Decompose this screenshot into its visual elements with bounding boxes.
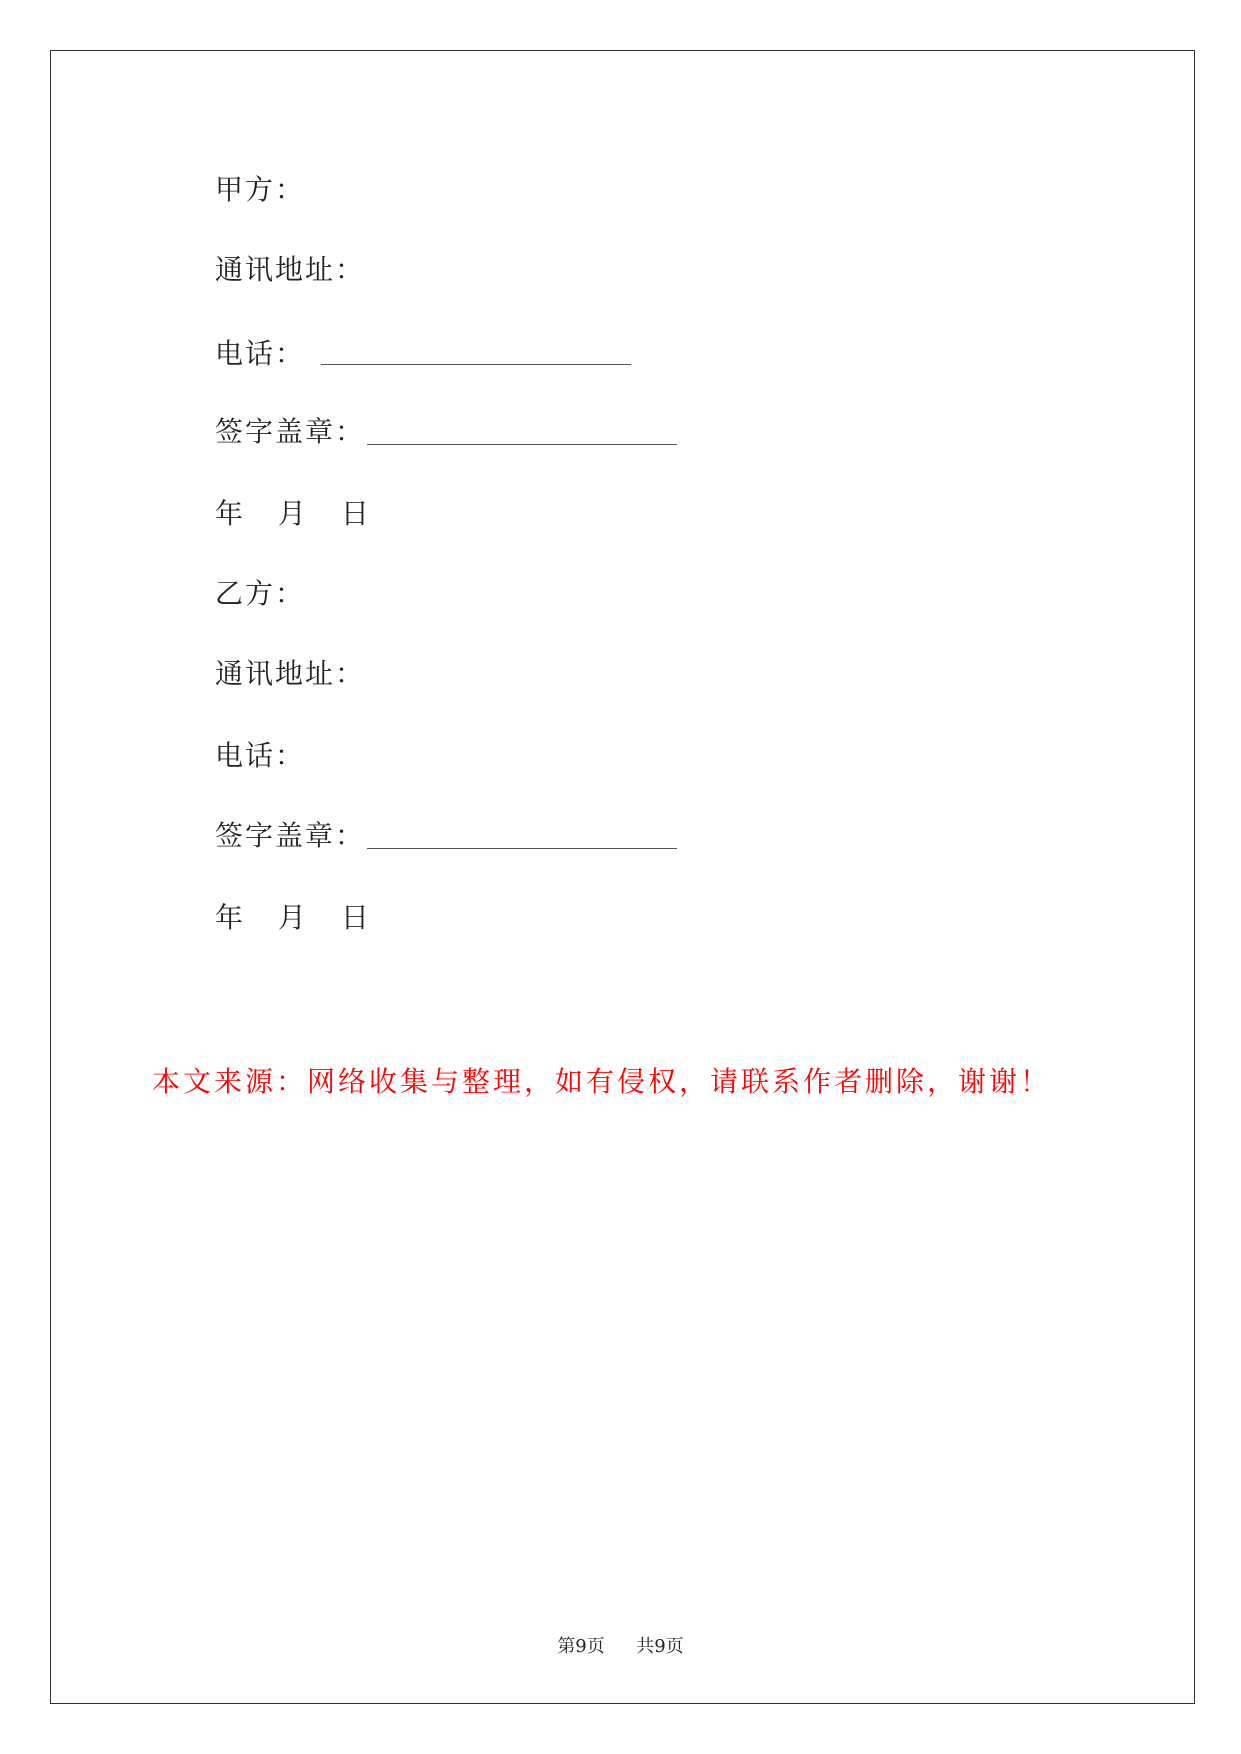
page-border	[50, 50, 1195, 1704]
source-notice: 本文来源：网络收集与整理，如有侵权，请联系作者删除，谢谢！	[152, 1065, 1052, 1098]
party-a-date-day: 日	[340, 497, 371, 530]
party-a-date-year: 年	[215, 497, 246, 530]
party-b-address-label: 通讯地址：	[215, 657, 366, 690]
party-a-signature-blank	[367, 444, 677, 445]
party-b-label: 乙方：	[215, 577, 306, 610]
page-footer	[0, 1632, 1241, 1658]
party-a-date	[215, 496, 371, 532]
party-a-date-month: 月	[277, 497, 308, 530]
total-page-count: 共9页	[636, 1636, 684, 1657]
party-b-signature-blank	[367, 848, 677, 849]
party-a-signature-label: 签字盖章：	[215, 415, 366, 448]
party-b-phone-label: 电话：	[215, 739, 306, 772]
party-a-address-label: 通讯地址：	[215, 253, 366, 286]
party-a-label: 甲方：	[215, 173, 306, 206]
party-a-phone-blank	[321, 364, 631, 365]
party-b-date-year: 年	[215, 901, 246, 934]
party-a-phone-label: 电话：	[215, 337, 306, 370]
party-b-date	[215, 900, 371, 936]
party-b-date-day: 日	[340, 901, 371, 934]
party-b-signature-label: 签字盖章：	[215, 819, 366, 852]
party-b-date-month: 月	[277, 901, 308, 934]
current-page-number: 第9页	[557, 1636, 605, 1657]
